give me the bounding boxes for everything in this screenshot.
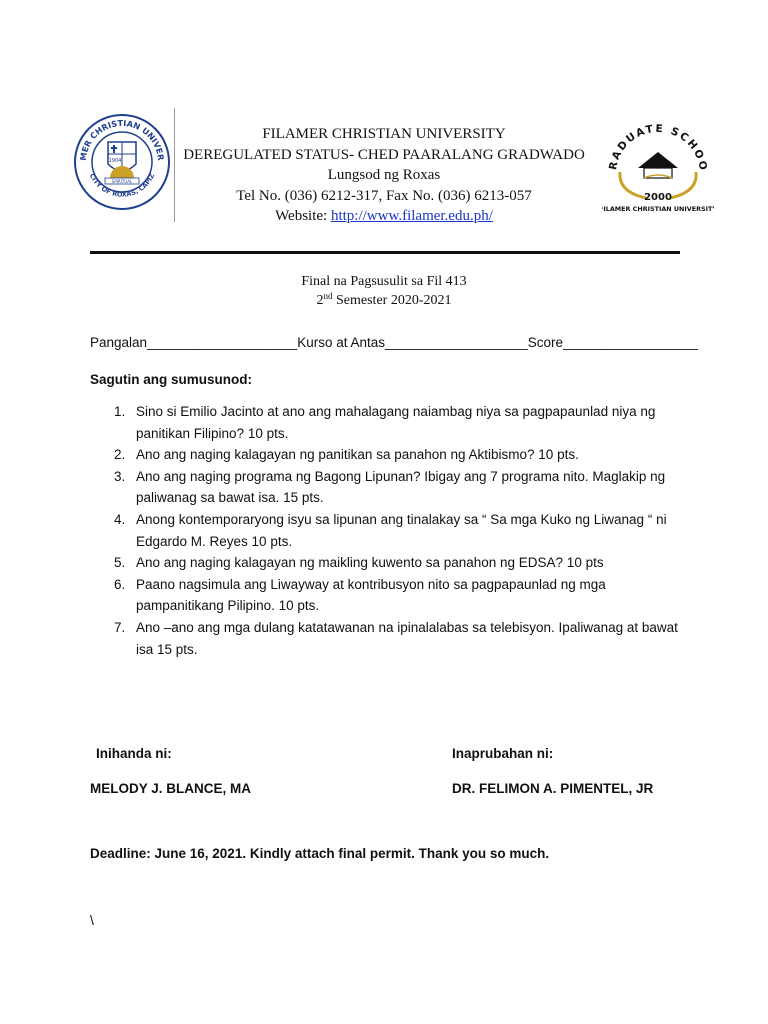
name-label: Pangalan: [90, 335, 148, 350]
course-blank[interactable]: ___________________: [385, 335, 528, 350]
question-number: 5.: [114, 555, 126, 571]
list-item: [90, 617, 690, 660]
graduate-school-year: 2000: [644, 192, 672, 203]
deadline-note: Deadline: June 16, 2021. Kindly attach final permit. Thank you so much.: [90, 846, 550, 861]
question-text: Ano ang naging programa ng Bagong Lipunan? Ibigay ang 7 programa nito. Maglakip ng paliwanag sa bawat isa. 15 pts.: [136, 468, 666, 506]
question-number: 6.: [114, 576, 126, 592]
seal-banner-text: SPIRITUAL: [111, 179, 133, 184]
course-label: Kurso at Antas: [297, 335, 386, 350]
semester-number: 2: [316, 293, 324, 308]
graduate-school-arc-text: RADUATE SCHOO: [607, 122, 710, 173]
score-label: Score: [527, 335, 563, 350]
exam-title: Final na Pagsusulit sa Fil 413: [301, 274, 467, 289]
semester-text: Semester 2020-2021: [332, 293, 452, 308]
exam-semester: [180, 291, 588, 310]
semester-ordinal: nd: [323, 291, 333, 301]
question-text: Ano ang naging kalagayan ng maikling kuwento sa panahon ng EDSA? 10 pts: [136, 555, 604, 571]
seal-ring-bottom-text: CITY OF ROXAS, CAPIZ: [87, 172, 157, 199]
question-text: Anong kontemporaryong isyu sa lipunan ang tinalakay sa “ Sa mga Kuko ng Liwanag “ ni Edgardo M. Reyes 10 pts.: [136, 511, 667, 549]
student-info-fields: [90, 335, 698, 350]
question-list: [90, 401, 690, 660]
question-text: Ano –ano ang mga dulang katatawanan na ipinalalabas sa telebisyon. Ipaliwanag at bawat isa 15 pts.: [136, 619, 678, 657]
prepared-by-name: MELODY J. BLANCE, MA: [90, 781, 252, 796]
seal-year: 1904: [108, 158, 122, 164]
list-item: [90, 509, 690, 552]
name-blank[interactable]: ____________________: [147, 335, 298, 350]
question-number: 3.: [114, 468, 126, 484]
instructions: Sagutin ang sumusunod:: [90, 372, 252, 387]
question-text: Paano nagsimula ang Liwayway at kontribusyon nito sa pagpapaunlad ng mga pampanitikang Pilipino. 10 pts.: [136, 576, 606, 614]
list-item: [90, 552, 690, 574]
approved-by-name: DR. FELIMON A. PIMENTEL, JR: [452, 781, 654, 796]
list-item: [90, 466, 690, 509]
status-line: DEREGULATED STATUS- CHED PAARALANG GRADWADO: [183, 146, 585, 163]
header-rule: [90, 251, 680, 254]
website-label: Website:: [275, 208, 331, 225]
list-item: [90, 401, 690, 444]
university-seal-logo: [72, 112, 172, 212]
list-item: [90, 444, 690, 466]
website-line: [172, 206, 596, 227]
letterhead: [172, 124, 596, 227]
prepared-by-label: Inihanda ni:: [96, 746, 172, 761]
question-number: 2.: [114, 447, 126, 463]
question-text: Ano ang naging kalagayan ng panitikan sa panahon ng Aktibismo? 10 pts.: [136, 447, 579, 463]
question-number: 4.: [114, 511, 126, 527]
question-text: Sino si Emilio Jacinto at ano ang mahalagang naiambag niya sa pagpapaunlad niya ng panitikan Filipino? 10 pts.: [136, 404, 656, 441]
contact-line: Tel No. (036) 6212-317, Fax No. (036) 6213-057: [236, 187, 532, 204]
graduate-school-caption: FILAMER CHRISTIAN UNIVERSITY: [602, 205, 714, 213]
university-name: FILAMER CHRISTIAN UNIVERSITY: [262, 126, 506, 142]
graduate-school-logo: [602, 112, 714, 216]
question-number: 1.: [114, 404, 126, 419]
website-link[interactable]: http://www.filamer.edu.ph/: [330, 208, 493, 225]
stray-backslash: \: [90, 912, 94, 928]
question-number: 7.: [114, 619, 126, 635]
approved-by-label: Inaprubahan ni:: [452, 746, 554, 761]
seal-ring-top-text: MER CHRISTIAN UNIVER: [77, 117, 167, 162]
city-line: Lungsod ng Roxas: [327, 167, 441, 184]
list-item: [90, 574, 690, 617]
exam-heading: [180, 272, 588, 310]
score-blank[interactable]: __________________: [562, 335, 699, 350]
